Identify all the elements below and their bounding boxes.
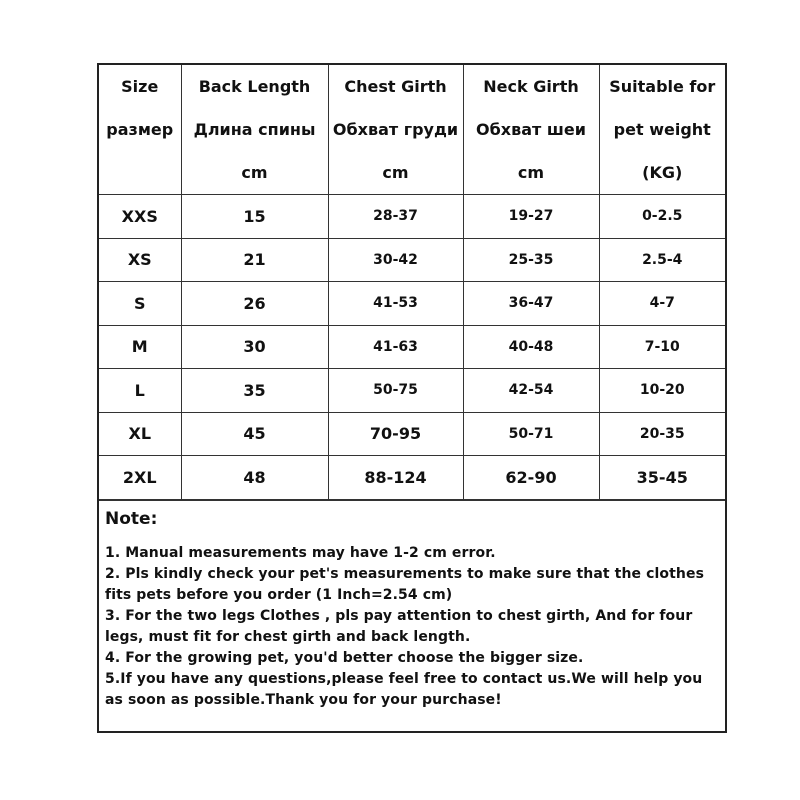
header-neck-girth-ru: Обхват шеи	[463, 108, 599, 151]
header-chest-girth-ru: Обхват груди	[328, 108, 463, 151]
cell-size: XXS	[99, 195, 181, 239]
cell-size: 2XL	[99, 456, 181, 500]
cell-weight: 0-2.5	[599, 195, 725, 239]
notes-title: Note:	[105, 508, 158, 529]
cell-weight: 10-20	[599, 369, 725, 413]
header-unit-neck: cm	[463, 151, 599, 195]
cell-chest: 88-124	[328, 456, 463, 500]
header-unit-back: cm	[181, 151, 328, 195]
cell-chest: 41-53	[328, 282, 463, 326]
cell-back: 15	[181, 195, 328, 239]
note-line-2: 2. Pls kindly check your pet's measurements to make sure that the clothes fits pets before you order (1 Inch=2.54 cm)	[105, 565, 705, 603]
cell-chest: 41-63	[328, 325, 463, 369]
cell-back: 48	[181, 456, 328, 500]
cell-back: 45	[181, 412, 328, 456]
cell-weight: 4-7	[599, 282, 725, 326]
header-row-russian	[99, 108, 725, 151]
header-suitable-for: Suitable for	[599, 65, 725, 108]
cell-neck: 40-48	[463, 325, 599, 369]
cell-neck: 62-90	[463, 456, 599, 500]
table-row	[99, 456, 725, 500]
cell-size: L	[99, 369, 181, 413]
cell-chest: 30-42	[328, 238, 463, 282]
header-unit-weight: (KG)	[599, 151, 725, 195]
cell-back: 30	[181, 325, 328, 369]
cell-neck: 19-27	[463, 195, 599, 239]
cell-back: 21	[181, 238, 328, 282]
cell-neck: 50-71	[463, 412, 599, 456]
cell-neck: 36-47	[463, 282, 599, 326]
notes-section	[99, 500, 725, 711]
header-back-length: Back Length	[181, 65, 328, 108]
header-pet-weight: pet weight	[599, 108, 725, 151]
cell-neck: 25-35	[463, 238, 599, 282]
table-row	[99, 195, 725, 239]
table-row	[99, 238, 725, 282]
header-row-english	[99, 65, 725, 108]
cell-chest: 70-95	[328, 412, 463, 456]
table-row	[99, 412, 725, 456]
cell-chest: 50-75	[328, 369, 463, 413]
table-row	[99, 282, 725, 326]
cell-neck: 42-54	[463, 369, 599, 413]
cell-weight: 35-45	[599, 456, 725, 500]
cell-size: XS	[99, 238, 181, 282]
cell-chest: 28-37	[328, 195, 463, 239]
cell-back: 26	[181, 282, 328, 326]
header-back-length-ru: Длина спины	[181, 108, 328, 151]
header-unit-chest: cm	[328, 151, 463, 195]
note-line-5: 5.If you have any questions,please feel free to contact us.We will help you as soon as possible.Thank you for your purchase!	[105, 670, 703, 708]
cell-weight: 20-35	[599, 412, 725, 456]
note-line-3: 3. For the two legs Clothes , pls pay attention to chest girth, And for four legs, must fit for chest girth and back length.	[105, 607, 693, 645]
size-table	[99, 65, 725, 500]
cell-size: M	[99, 325, 181, 369]
header-size-ru: размер	[99, 108, 181, 151]
header-row-units	[99, 151, 725, 195]
size-chart	[97, 63, 727, 733]
table-row	[99, 369, 725, 413]
header-size: Size	[99, 65, 181, 108]
cell-size: S	[99, 282, 181, 326]
table-row	[99, 325, 725, 369]
cell-weight: 2.5-4	[599, 238, 725, 282]
note-line-1: 1. Manual measurements may have 1-2 cm error.	[105, 544, 496, 561]
header-chest-girth: Chest Girth	[328, 65, 463, 108]
note-line-4: 4. For the growing pet, you'd better choose the bigger size.	[105, 649, 584, 666]
cell-size: XL	[99, 412, 181, 456]
cell-weight: 7-10	[599, 325, 725, 369]
cell-back: 35	[181, 369, 328, 413]
header-unit-empty	[99, 151, 181, 195]
header-neck-girth: Neck Girth	[463, 65, 599, 108]
